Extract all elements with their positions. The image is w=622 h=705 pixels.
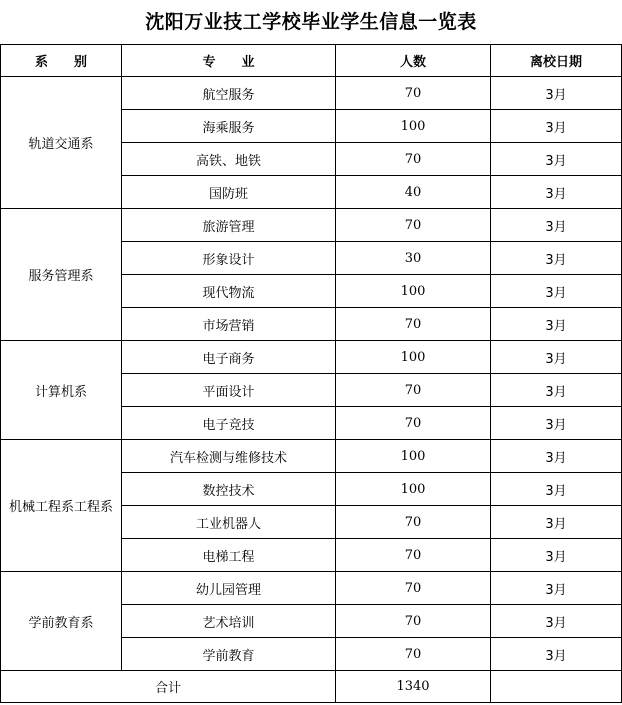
table-row (1, 209, 622, 242)
department-cell[interactable]: 学前教育系 (1, 572, 122, 671)
major-cell[interactable]: 工业机器人 (122, 506, 336, 539)
leave-date-cell[interactable]: 3月 (491, 473, 622, 506)
leave-date-cell[interactable]: 3月 (491, 605, 622, 638)
total-row (1, 671, 622, 703)
major-cell[interactable]: 旅游管理 (122, 209, 336, 242)
department-cell[interactable]: 服务管理系 (1, 209, 122, 341)
department-cell[interactable]: 机械工程系工程系 (1, 440, 122, 572)
count-cell[interactable]: 100 (336, 110, 491, 143)
leave-date-cell[interactable]: 3月 (491, 407, 622, 440)
leave-date-cell[interactable]: 3月 (491, 374, 622, 407)
leave-date-cell[interactable]: 3月 (491, 209, 622, 242)
header-count[interactable]: 人数 (336, 45, 491, 77)
count-cell[interactable]: 70 (336, 308, 491, 341)
table-row (1, 440, 622, 473)
count-cell[interactable]: 70 (336, 572, 491, 605)
major-cell[interactable]: 海乘服务 (122, 110, 336, 143)
major-cell[interactable]: 市场营销 (122, 308, 336, 341)
table-row (1, 77, 622, 110)
major-cell[interactable]: 国防班 (122, 176, 336, 209)
major-cell[interactable]: 幼儿园管理 (122, 572, 336, 605)
major-cell[interactable]: 电子商务 (122, 341, 336, 374)
count-cell[interactable]: 100 (336, 473, 491, 506)
leave-date-cell[interactable]: 3月 (491, 308, 622, 341)
major-cell[interactable]: 汽车检测与维修技术 (122, 440, 336, 473)
count-cell[interactable]: 30 (336, 242, 491, 275)
count-cell[interactable]: 70 (336, 638, 491, 671)
major-cell[interactable]: 现代物流 (122, 275, 336, 308)
department-cell[interactable]: 计算机系 (1, 341, 122, 440)
major-cell[interactable]: 艺术培训 (122, 605, 336, 638)
table-row (1, 341, 622, 374)
count-cell[interactable]: 40 (336, 176, 491, 209)
total-leave[interactable] (491, 671, 622, 703)
count-cell[interactable]: 70 (336, 605, 491, 638)
department-cell[interactable]: 轨道交通系 (1, 77, 122, 209)
count-cell[interactable]: 70 (336, 209, 491, 242)
leave-date-cell[interactable]: 3月 (491, 572, 622, 605)
count-cell[interactable]: 100 (336, 440, 491, 473)
count-cell[interactable]: 70 (336, 407, 491, 440)
count-cell[interactable]: 70 (336, 77, 491, 110)
count-cell[interactable]: 100 (336, 275, 491, 308)
major-cell[interactable]: 数控技术 (122, 473, 336, 506)
major-cell[interactable]: 形象设计 (122, 242, 336, 275)
total-count[interactable]: 1340 (336, 671, 491, 703)
leave-date-cell[interactable]: 3月 (491, 341, 622, 374)
header-major[interactable]: 专 业 (122, 45, 336, 77)
leave-date-cell[interactable]: 3月 (491, 506, 622, 539)
leave-date-cell[interactable]: 3月 (491, 242, 622, 275)
header-leave-date[interactable]: 离校日期 (491, 45, 622, 77)
leave-date-cell[interactable]: 3月 (491, 110, 622, 143)
header-department[interactable]: 系 别 (1, 45, 122, 77)
major-cell[interactable]: 平面设计 (122, 374, 336, 407)
major-cell[interactable]: 航空服务 (122, 77, 336, 110)
leave-date-cell[interactable]: 3月 (491, 176, 622, 209)
leave-date-cell[interactable]: 3月 (491, 275, 622, 308)
count-cell[interactable]: 70 (336, 374, 491, 407)
leave-date-cell[interactable]: 3月 (491, 539, 622, 572)
table-row (1, 572, 622, 605)
page-title: 沈阳万业技工学校毕业学生信息一览表 (145, 11, 477, 33)
count-cell[interactable]: 70 (336, 143, 491, 176)
total-label[interactable]: 合计 (1, 671, 336, 703)
major-cell[interactable]: 高铁、地铁 (122, 143, 336, 176)
graduates-table (0, 44, 622, 703)
leave-date-cell[interactable]: 3月 (491, 143, 622, 176)
leave-date-cell[interactable]: 3月 (491, 440, 622, 473)
major-cell[interactable]: 电梯工程 (122, 539, 336, 572)
count-cell[interactable]: 70 (336, 539, 491, 572)
major-cell[interactable]: 电子竞技 (122, 407, 336, 440)
count-cell[interactable]: 100 (336, 341, 491, 374)
leave-date-cell[interactable]: 3月 (491, 77, 622, 110)
leave-date-cell[interactable]: 3月 (491, 638, 622, 671)
major-cell[interactable]: 学前教育 (122, 638, 336, 671)
count-cell[interactable]: 70 (336, 506, 491, 539)
table-body (1, 77, 622, 671)
header-row (1, 45, 622, 77)
